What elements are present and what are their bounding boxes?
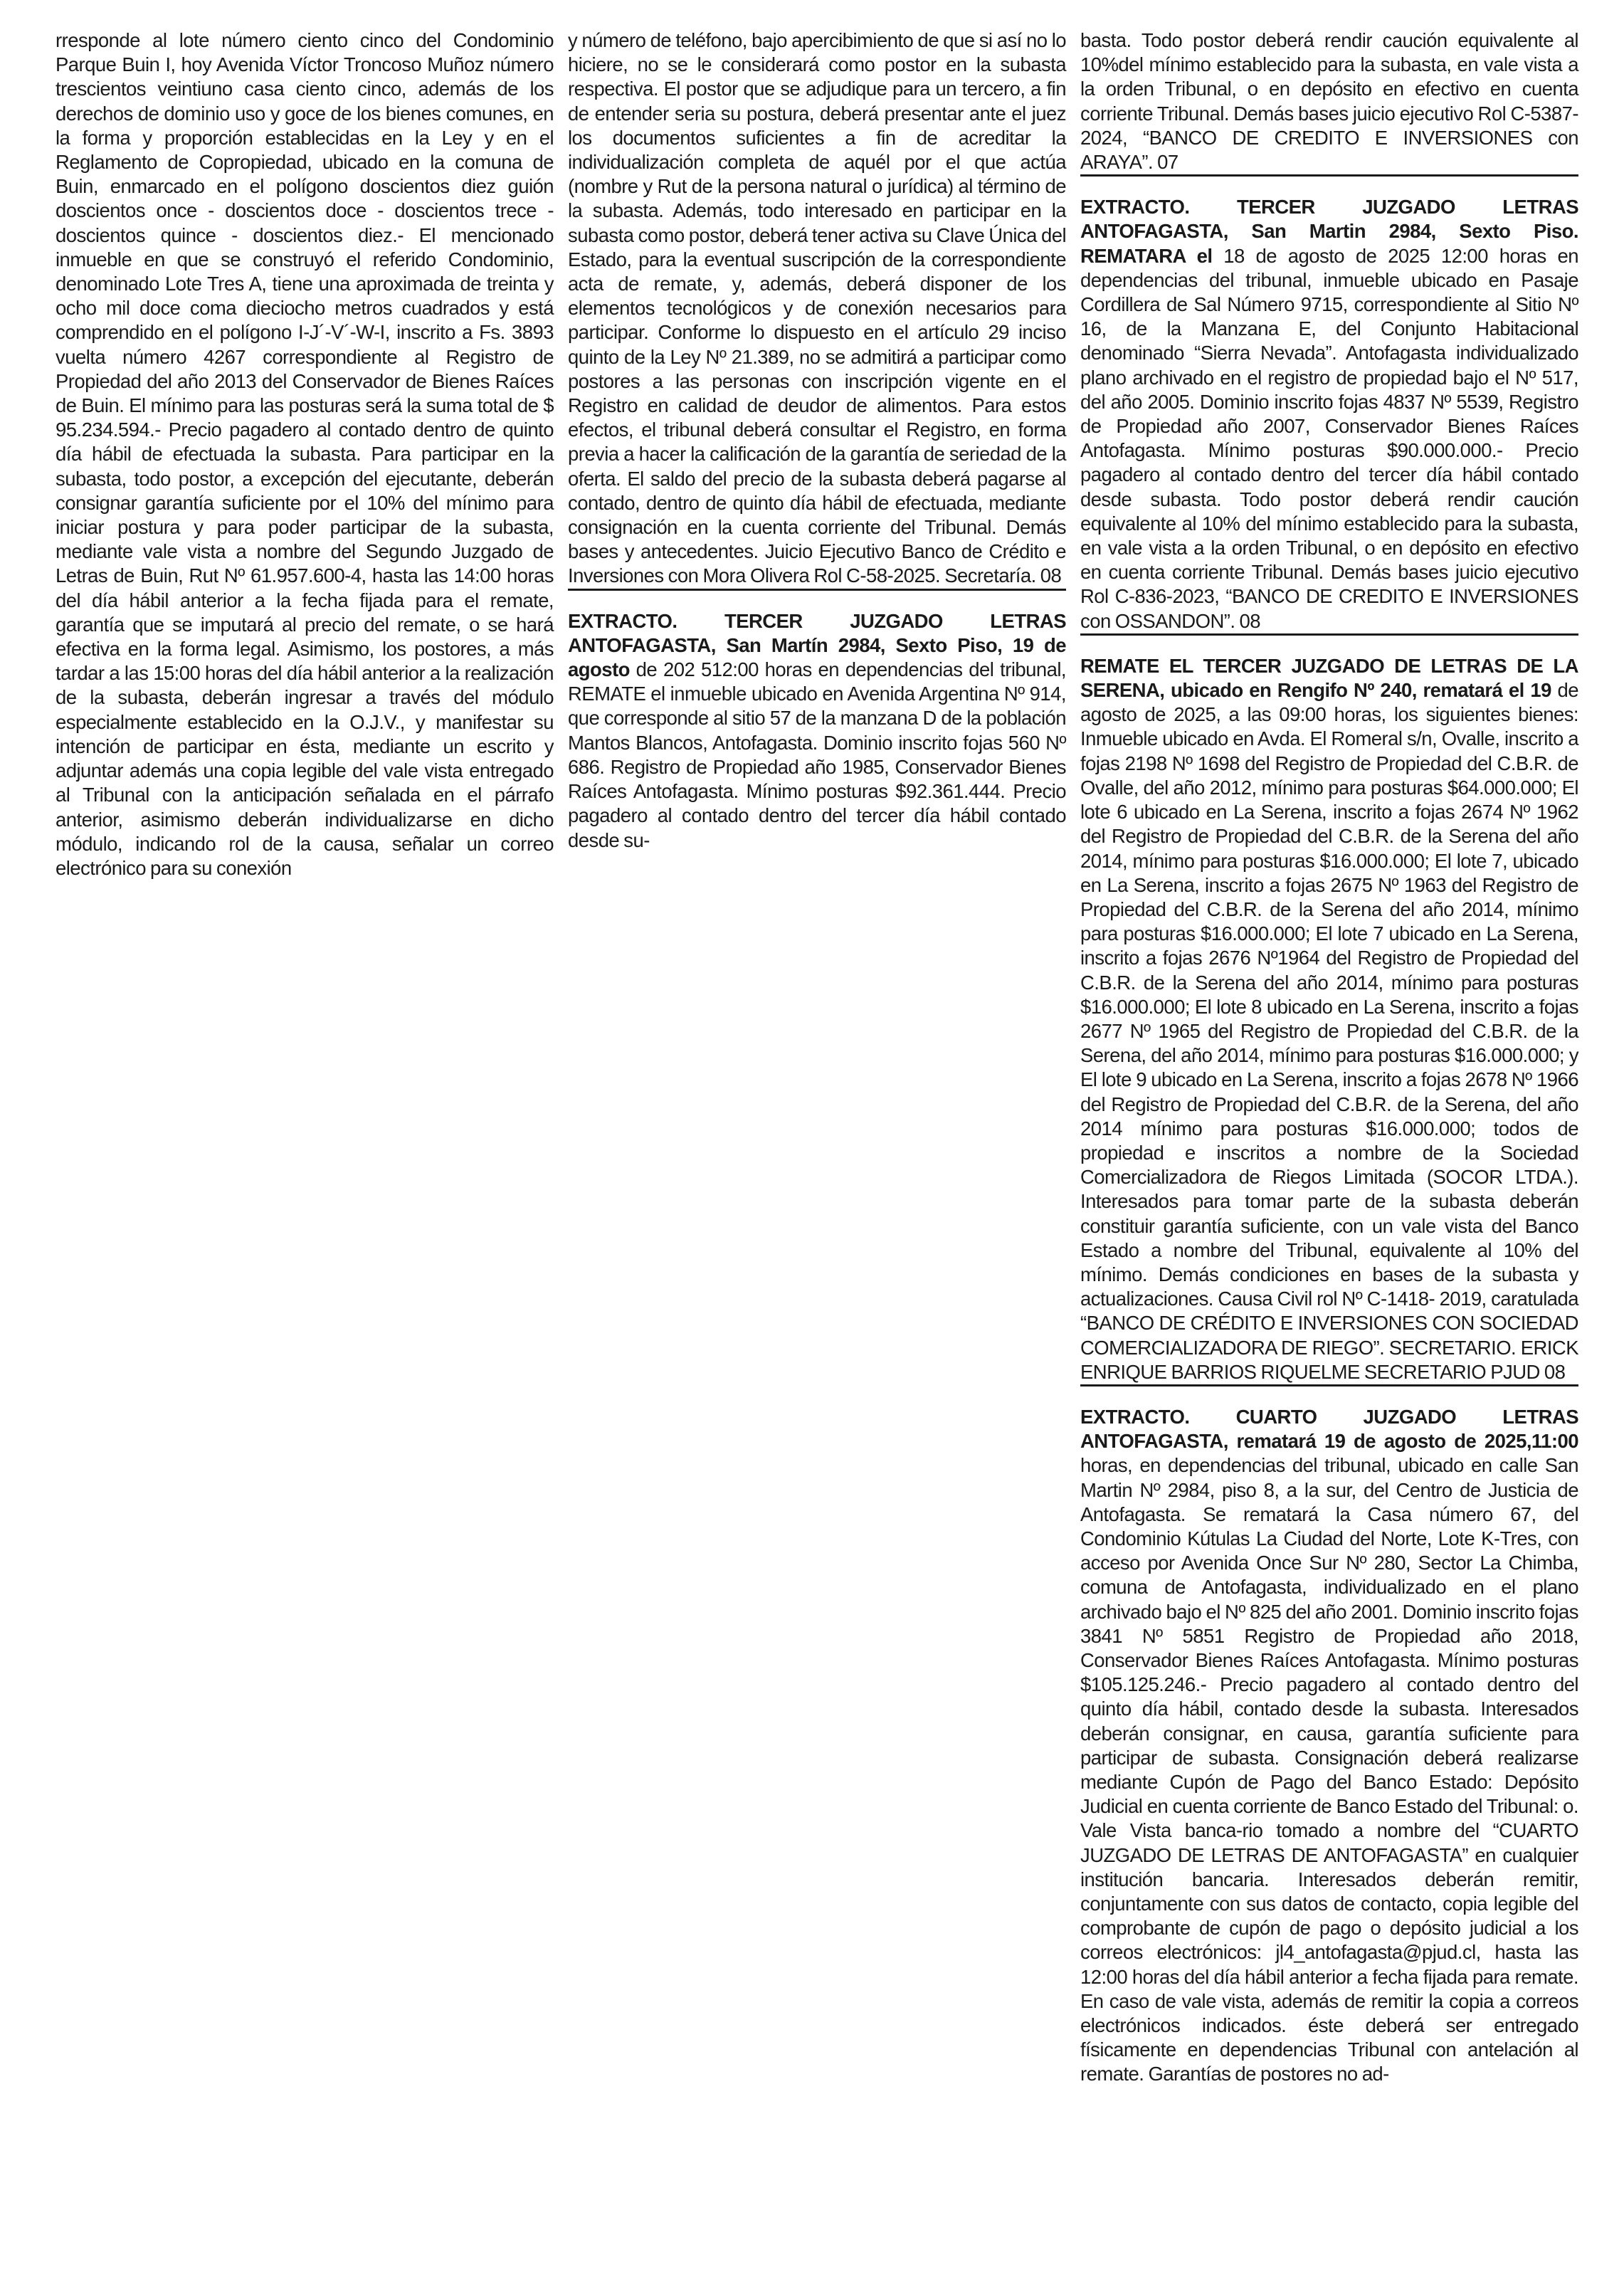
notice-tercer-juzgado-la-serena <box>1080 654 1578 1384</box>
notice-body: de 202 512:00 horas en dependencias del tribunal, REMATE el inmueble ubicado en Avenida Argentina Nº 914, que corresponde al sitio 57 de la manzana D de la población Mantos Blancos, Antofagasta. Dominio inscrito fojas 560 Nº 686. Registro de Propiedad año 1985, Conservador Bienes Raíces Antofagasta. Mínimo posturas $92.361.444. Precio pagadero al contado dentro del tercer día hábil contado desde su- <box>568 658 1066 851</box>
notice-heading: EXTRACTO. TERCER JUZGADO LETRAS ANTOFAGASTA, San Martín 2984, Sexto Piso, 19 de agosto <box>568 609 1066 681</box>
divider <box>1080 174 1578 177</box>
column-1 <box>56 28 554 880</box>
divider <box>568 589 1066 591</box>
notice-body: de agosto de 2025, a las 09:00 horas, los siguientes bienes: Inmueble ubicado en Avda. El Romeral s/n, Ovalle, inscrito a fojas 2198 Nº 1698 del Registro de Propiedad del C.B.R. de Ovalle, del año 2012, mínimo para posturas $64.000.000; El lote 6 ubicado en La Serena, inscrito a fojas 2674 Nº 1962 del Registro de Propiedad del C.B.R. de la Serena del año 2014, mínimo para posturas $16.000.000; El lote 7, ubicado en La Serena, inscrito a fojas 2675 Nº 1963 del Registro de Propiedad del C.B.R. de la Serena del año 2014, mínimo para posturas $16.000.000; El lote 7 ubicado en La Serena, inscrito a fojas 2676 Nº1964 del Registro de Propiedad del C.B.R. de la Serena del año 2014, mínimo para posturas $16.000.000; El lote 8 ubicado en La Serena, inscrito a fojas 2677 Nº 1965 del Registro de Propiedad del C.B.R. de la Serena, del año 2014, mínimo para posturas $16.000.000; y El lote 9 ubicado en La Serena, inscrito a fojas 2678 Nº 1966 del Registro de Propiedad del C.B.R. de la Serena, del año 2014 mínimo para posturas $16.000.000; todos de propiedad e inscritos a nombre de la Sociedad Comercializadora de Riegos Limitada (SOCOR LTDA.). Interesados para tomar parte de la subasta deberán constituir garantía suficiente, con un vale vista del Banco Estado a nombre del Tribunal, equivalente al 10% del mínimo. Demás condiciones en bases de la subasta y actualizaciones. Causa Civil rol Nº C-1418- 2019, caratulada “BANCO DE CRÉDITO E INVERSIONES CON SOCIEDAD COMERCIALIZADORA DE RIEGO”. SECRETARIO. ERICK ENRIQUE BARRIOS RIQUELME SECRETARIO PJUD 08 <box>1080 679 1578 1383</box>
notice-continuation-buin: rresponde al lote número ciento cinco del Condominio Parque Buin I, hoy Avenida Víctor Troncoso Muñoz número trescientos veintiuno casa ciento cinco, además de los derechos de dominio uso y goce de los bienes comunes, en la forma y proporción establecidas en la Ley y en el Reglamento de Copropiedad, ubicado en la comuna de Buin, enmarcado en el polígono doscientos diez guión doscientos once - doscientos doce - doscientos trece - doscientos quince - doscientos diez.- El mencionado inmueble en que se construyó el referido Condominio, denominado Lote Tres A, tiene una aproximada de treinta y ocho mil doce coma dieciocho metros cuadrados y está comprendido en el polígono I-J´-V´-W-I, inscrito a Fs. 3893 vuelta número 4267 correspondiente al Registro de Propiedad del año 2013 del Conservador de Bienes Raíces de Buin. El mínimo para las posturas será la suma total de $ 95.234.594.- Precio pagadero al contado dentro de quinto día hábil de efectuada la subasta. Para participar en la subasta, todo postor, a excepción del ejecutante, deberán consignar garantía suficiente por el 10% del mínimo para iniciar postura y para poder participar de la subasta, mediante vale vista a nombre del Segundo Juzgado de Letras de Buin, Rut Nº 61.957.600-4, hasta las 14:00 horas del día hábil anterior a la fecha fijada para el remate, garantía que se imputará al precio del remate, o se hará efectiva en la forma legal. Asimismo, los postores, a más tardar a las 15:00 horas del día hábil anterior a la realización de la subasta, deberán ingresar a través del módulo especialmente establecido en la O.J.V., y manifestar su intención de participar en ésta, mediante un escrito y adjuntar además una copia legible del vale vista entregado al Tribunal con la anticipación señalada en el párrafo anterior, asimismo deberán individualizarse en dicho módulo, indicando rol de la causa, señalar un correo electrónico para su conexión <box>56 29 554 879</box>
notice-continuation-buin-end: y número de teléfono, bajo apercibimiento de que si así no lo hiciere, no se le considerará como postor en la subasta respectiva. El postor que se adjudique para un tercero, a fin de entender seria su postura, deberá presentar ante el juez los documentos suficientes a fin de acreditar la individualización completa de aquél por el que actúa (nombre y Rut de la persona natural o jurídica) al término de la subasta. Además, todo interesado en participar en la subasta como postor, deberá tener activa su Clave Única del Estado, para la eventual suscripción de la correspondiente acta de remate, y, además, deberá disponer de los elementos tecnológicos y de conexión necesarios para participar. Conforme lo dispuesto en el artículo 29 inciso quinto de la Ley Nº 21.389, no se admitirá a participar como postores a las personas con inscripción vigente en el Registro en calidad de deudor de alimentos. Para estos efectos, el tribunal deberá consultar el Registro, en forma previa a hacer la calificación de la garantía de seriedad de la oferta. El saldo del precio de la subasta deberá pagarse al contado, dentro de quinto día hábil de efectuada, mediante consignación en la cuenta corriente del Tribunal. Demás bases y antecedentes. Juicio Ejecutivo Banco de Crédito e Inversiones con Mora Olivera Rol C-58-2025. Secretaría. 08 <box>568 29 1066 587</box>
notice-heading: EXTRACTO. CUARTO JUZGADO LETRAS ANTOFAGASTA, rematará 19 de agosto de 2025,11:00 <box>1080 1405 1578 1453</box>
notice-continuation-antofagasta: basta. Todo postor deberá rendir caución equivalente al 10%del mínimo establecido para la subasta, en vale vista a la orden Tribunal, o en depósito en efectivo en cuenta corriente Tribunal. Demás bases juicio ejecutivo Rol C-5387-2024, “BANCO DE CREDITO E INVERSIONES con ARAYA”. 07 <box>1080 29 1578 174</box>
legal-notices-page <box>56 28 1578 2270</box>
notice-body: horas, en dependencias del tribunal, ubicado en calle San Martin Nº 2984, piso 8, a la sur, del Centro de Justicia de Antofagasta. Se rematará la Casa número 67, del Condominio Kútulas La Ciudad del Norte, Lote K-Tres, con acceso por Avenida Once Sur Nº 280, Sector La Chimba, comuna de Antofagasta, individualizado en el plano archivado bajo el Nº 825 del año 2001. Dominio inscrito fojas 3841 Nº 5851 Registro de Propiedad año 2018, Conservador Bienes Raíces Antofagasta. Mínimo posturas $105.125.246.- Precio pagadero al contado dentro del quinto día hábil, contado desde la subasta. Interesados deberán consignar, en causa, garantía suficiente para participar de subasta. Consignación deberá realizarse mediante Cupón de Pago del Banco Estado: Depósito Judicial en cuenta corriente de Banco Estado del Tribunal: o. Vale Vista banca-rio tomado a nombre del “CUARTO JUZGADO DE LETRAS DE ANTOFAGASTA” en cualquier institución bancaria. Interesados deberán remitir, conjuntamente con sus datos de contacto, copia legible del comprobante de cupón de pago o depósito judicial a los correos electrónicos: jl4_antofagasta@pjud.cl, hasta las 12:00 horas del día hábil anterior a fecha fijada para remate. En caso de vale vista, además de remitir la copia a correos electrónicos indicados. éste deberá ser entregado físicamente en dependencias Tribunal con antelación al remate. Garantías de postores no ad- <box>1080 1454 1578 2085</box>
notice-tercer-juzgado-antofagasta-2 <box>1080 195 1578 633</box>
notice-body: 18 de agosto de 2025 12:00 horas en dependencias del tribunal, inmueble ubicado en Pasaje Cordillera de Sal Número 9715, correspondiente al Sitio Nº 16, de la Manzana E, del Conjunto Habitacional denominado “Sierra Nevada”. Antofagasta individualizado plano archivado en el registro de propiedad bajo el Nº 517, del año 2005. Dominio inscrito fojas 4837 Nº 5539, Registro de Propiedad año 2007, Conservador Bienes Raíces Antofagasta. Mínimo posturas $90.000.000.- Precio pagadero al contado dentro del tercer día hábil contado desde subasta. Todo postor deberá rendir caución equivalente al 10% del mínimo establecido para la subasta, en vale vista a la orden Tribunal, o en depósito en efectivo en cuenta corriente Tribunal. Demás bases juicio ejecutivo Rol C-836-2023, “BANCO DE CREDITO E INVERSIONES con OSSANDON”. 08 <box>1080 244 1578 632</box>
column-2 <box>568 28 1066 853</box>
notice-tercer-juzgado-antofagasta-1 <box>568 609 1066 853</box>
notice-cuarto-juzgado-antofagasta <box>1080 1405 1578 2087</box>
notice-heading: REMATE EL TERCER JUZGADO DE LETRAS DE LA SERENA, ubicado en Rengifo Nº 240, rematará el 19 <box>1080 654 1578 702</box>
divider <box>1080 1384 1578 1386</box>
column-3 <box>1080 28 1578 2087</box>
divider <box>1080 633 1578 636</box>
notice-heading: EXTRACTO. TERCER JUZGADO LETRAS ANTOFAGASTA, San Martin 2984, Sexto Piso. REMATARA el <box>1080 196 1578 267</box>
